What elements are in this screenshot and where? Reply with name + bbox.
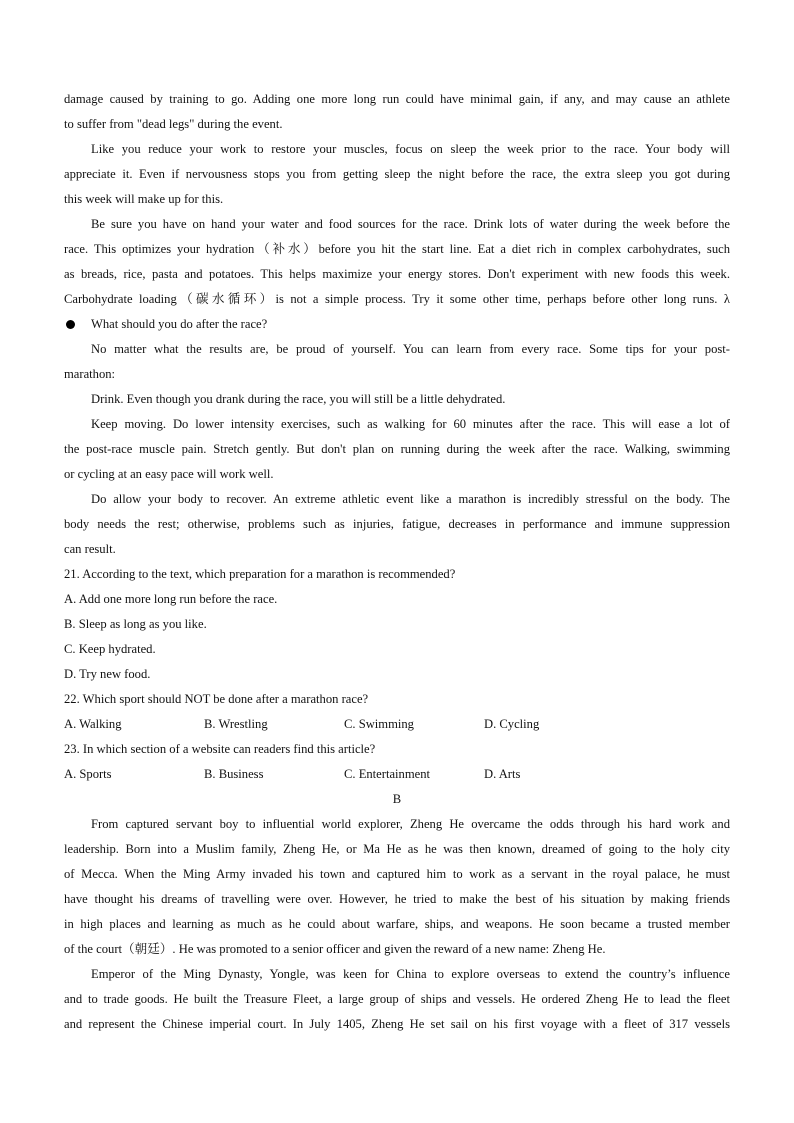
question-22-option-b: B. Wrestling bbox=[204, 717, 268, 731]
question-21-option-b: B. Sleep as long as you like. bbox=[64, 617, 207, 631]
question-22-stem: 22. Which sport should NOT be done after a marathon race? bbox=[64, 692, 369, 706]
text-line: of the court（朝廷）. He was promoted to a senior officer and given the reward of a new name: Zheng He. bbox=[64, 942, 606, 956]
question-21-stem: 21. According to the text, which preparation for a marathon is recommended? bbox=[64, 567, 456, 581]
question-23-option-b: B. Business bbox=[204, 767, 264, 781]
text-line: have thought his dreams of travelling were over. However, he tried to make the best of his situation by making friends bbox=[64, 892, 730, 906]
text-line: can result. bbox=[64, 542, 116, 556]
question-23-options bbox=[64, 762, 730, 787]
text-line: and represent the Chinese imperial court. In July 1405, Zheng He set sail on his first voyage with a fleet of 317 vessels bbox=[64, 1017, 730, 1031]
question-21-option-d: D. Try new food. bbox=[64, 667, 151, 681]
question-22-option-c: C. Swimming bbox=[344, 717, 414, 731]
text-line: as breads, rice, pasta and potatoes. This helps maximize your energy stores. Don't experiment with new foods this week. bbox=[64, 267, 730, 281]
question-22-options bbox=[64, 712, 730, 737]
text-line: marathon: bbox=[64, 367, 116, 381]
bullet-heading bbox=[64, 312, 730, 337]
text-line: Do allow your body to recover. An extreme athletic event like a marathon is incredibly stressful on the body. The bbox=[91, 492, 730, 506]
bullet-heading-text: What should you do after the race? bbox=[91, 317, 268, 331]
text-line: the post-race muscle pain. Stretch gently. But don't plan on running during the week after the race. Walking, swimming bbox=[64, 442, 730, 456]
text-line: Like you reduce your work to restore your muscles, focus on sleep the week prior to the race. Your body will bbox=[91, 142, 730, 156]
question-23-option-a: A. Sports bbox=[64, 767, 112, 781]
text-line: damage caused by training to go. Adding one more long run could have minimal gain, if any, and may cause an athlete bbox=[64, 92, 730, 106]
text-line: From captured servant boy to influential world explorer, Zheng He overcame the odds through his hard work and bbox=[91, 817, 730, 831]
text-line: this week will make up for this. bbox=[64, 192, 224, 206]
text-line: Drink. Even though you drank during the race, you will still be a little dehydrated. bbox=[91, 392, 506, 406]
bullet-icon bbox=[66, 320, 75, 329]
text-line: of Mecca. When the Ming Army invaded his town and captured him to work as a servant in the royal palace, he must bbox=[64, 867, 730, 881]
question-23-option-c: C. Entertainment bbox=[344, 767, 431, 781]
document-page bbox=[64, 87, 730, 1037]
text-line: Emperor of the Ming Dynasty, Yongle, was keen for China to explore overseas to extend the country’s influence bbox=[91, 967, 730, 981]
text-line: body needs the rest; otherwise, problems such as injuries, fatigue, decreases in performance and immune suppression bbox=[64, 517, 730, 531]
text-line: race. This optimizes your hydration（补水）before you hit the start line. Eat a diet rich in complex carbohydrates, such bbox=[64, 242, 730, 256]
text-line: Carbohydrate loading（碳水循环）is not a simple process. Try it some other time, perhaps before other long runs. λ bbox=[64, 292, 730, 306]
question-21-option-c: C. Keep hydrated. bbox=[64, 642, 156, 656]
text-line: leadership. Born into a Muslim family, Zheng He, or Ma He as he was then known, dreamed of going to the holy city bbox=[64, 842, 730, 856]
text-line: No matter what the results are, be proud of yourself. You can learn from every race. Some tips for your post- bbox=[91, 342, 730, 356]
text-line: appreciate it. Even if nervousness stops you from getting sleep the night before the race, the extra sleep you got during bbox=[64, 167, 730, 181]
text-line: Be sure you have on hand your water and food sources for the race. Drink lots of water during the week before the bbox=[91, 217, 730, 231]
text-line: and to trade goods. He built the Treasure Fleet, a large group of ships and vessels. He ordered Zheng He to lead the fleet bbox=[64, 992, 730, 1006]
text-line: to suffer from "dead legs" during the event. bbox=[64, 117, 283, 131]
question-23-stem: 23. In which section of a website can readers find this article? bbox=[64, 742, 376, 756]
question-22-option-a: A. Walking bbox=[64, 717, 122, 731]
text-line: or cycling at an easy pace will work well. bbox=[64, 467, 274, 481]
text-line: Keep moving. Do lower intensity exercises, such as walking for 60 minutes after the race. This will ease a lot of bbox=[91, 417, 730, 431]
question-23-option-d: D. Arts bbox=[484, 767, 521, 781]
question-21-option-a: A. Add one more long run before the race. bbox=[64, 592, 278, 606]
text-line: in high places and learning as much as he could about warfare, ships, and weapons. He soon became a trusted member bbox=[64, 917, 730, 931]
section-b-heading: B bbox=[392, 792, 402, 806]
question-22-option-d: D. Cycling bbox=[484, 717, 540, 731]
